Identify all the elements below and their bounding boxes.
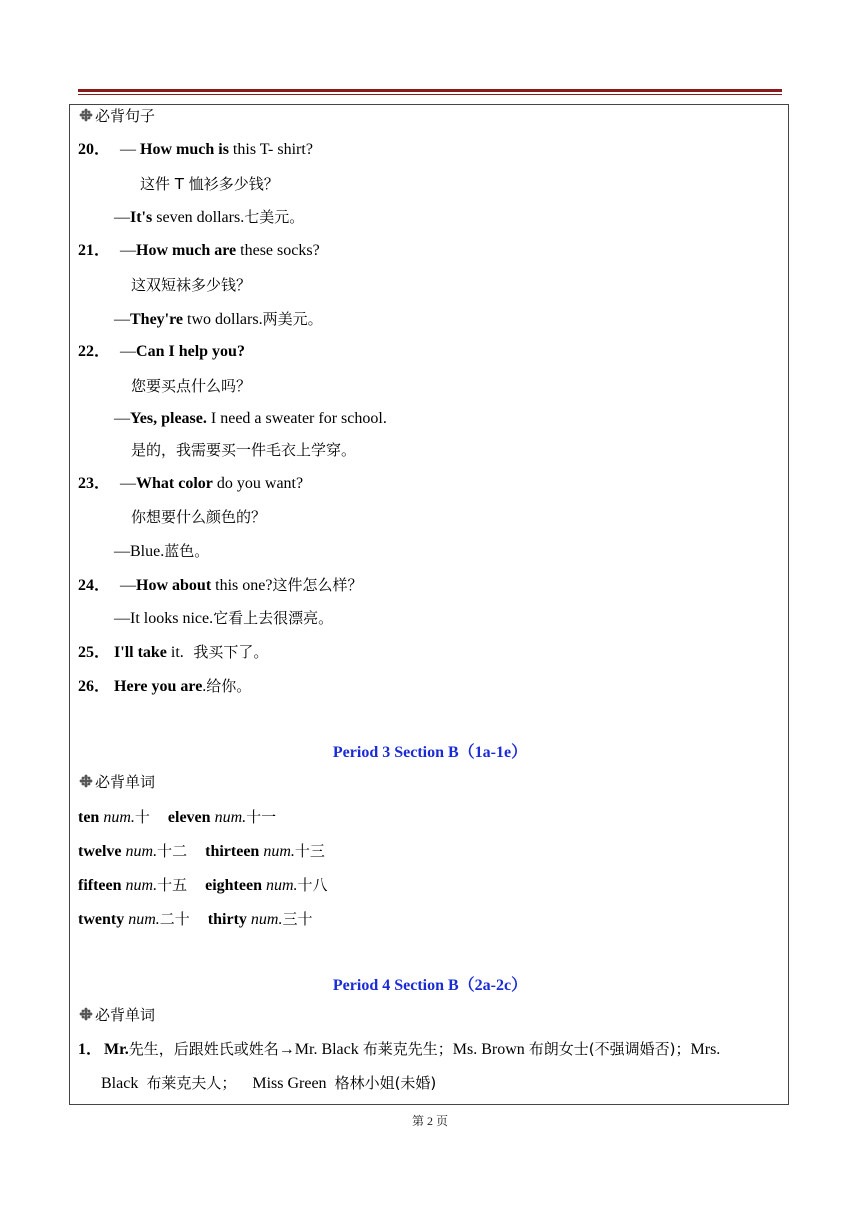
item-number: 1．	[78, 1041, 103, 1058]
sentences-heading	[78, 106, 155, 127]
header-rule-thin	[78, 94, 782, 95]
vocab-row	[78, 807, 276, 828]
item-text: Mrs.	[690, 1041, 721, 1058]
dash: —	[114, 311, 130, 328]
answer-text: —Blue.	[114, 543, 165, 560]
dash: —	[120, 577, 137, 594]
vocab-pos: num.	[250, 911, 283, 928]
answer-text: —It looks nice.	[114, 610, 214, 627]
sentence-text: do you want?	[212, 475, 304, 492]
vocab-word: thirty	[207, 911, 247, 928]
vocab-word: fifteen	[78, 877, 122, 894]
item-1-continued	[101, 1073, 436, 1094]
sentence-number: 21．	[78, 242, 111, 259]
heading-text: 必背句子	[95, 107, 156, 125]
dash: —	[114, 209, 130, 226]
item-text: 布莱克先生；	[362, 1040, 453, 1058]
sentence-translation: 我买下了。	[183, 643, 269, 661]
sentence-23-translation: 你想要什么颜色的？	[131, 508, 267, 526]
sentence-20-translation: 这件 T 恤衫多少钱？	[140, 175, 279, 193]
dash: —	[120, 141, 141, 158]
words-heading-1	[78, 772, 155, 793]
key-phrase: Yes, please.	[130, 410, 207, 427]
key-phrase: They're	[130, 311, 184, 328]
answer-translation: 两美元。	[262, 310, 323, 328]
vocab-meaning: 十八	[297, 876, 328, 894]
item-text: Miss Green	[236, 1075, 335, 1092]
vocab-pos: num.	[263, 843, 295, 860]
answer-text: seven dollars.	[152, 209, 245, 226]
vocab-row	[78, 909, 312, 930]
sentence-21-answer	[114, 309, 323, 330]
answer-translation: 蓝色。	[164, 542, 210, 560]
sentence-24-answer	[114, 608, 333, 629]
answer-text: I need a sweater for school.	[206, 410, 387, 427]
sentence-22-answer-translation: 是的，我需要买一件毛衣上学穿。	[131, 441, 357, 459]
key-phrase: How much are	[136, 242, 237, 259]
flower-bullet-icon	[78, 108, 94, 122]
sentence-number: 20．	[78, 141, 111, 158]
footer-prefix: 第	[411, 1114, 424, 1128]
sentence-23-answer	[114, 541, 209, 562]
vocab-pos: num.	[128, 911, 160, 928]
key-word: Mr.	[104, 1041, 129, 1058]
item-text: Black	[101, 1075, 147, 1092]
vocab-word: twelve	[78, 843, 122, 860]
period-4-title: Period 4 Section B（2a-2c）	[332, 977, 528, 994]
sentence-20-answer	[114, 207, 304, 228]
item-1	[78, 1039, 720, 1060]
flower-bullet-icon	[78, 774, 94, 788]
sentence-translation: 给你。	[206, 677, 252, 695]
sentence-number: 23．	[78, 475, 111, 492]
item-text: 布朗女士(不强调婚否)；	[528, 1040, 691, 1058]
vocab-pos: num.	[125, 843, 158, 860]
sentence-text: these socks?	[236, 242, 320, 259]
sentence-text: this T- shirt?	[228, 141, 313, 158]
key-phrase: How about	[136, 577, 212, 594]
page-footer	[0, 1112, 860, 1129]
header-rule-thick	[78, 89, 782, 92]
period-3-title: Period 3 Section B（1a-1e）	[332, 744, 528, 761]
item-text: 先生，后跟姓氏或姓名	[128, 1040, 279, 1058]
sentence-25	[78, 642, 268, 663]
vocab-meaning: 十一	[246, 808, 277, 826]
sentence-number: 25．	[78, 644, 111, 661]
dash: —	[120, 343, 137, 360]
vocab-pos: num.	[125, 877, 158, 894]
sentence-22-answer	[114, 409, 387, 429]
vocab-row	[78, 875, 328, 896]
dash: —	[120, 242, 137, 259]
sentence-21-translation: 这双短袜多少钱？	[131, 276, 252, 294]
item-text: 布莱克夫人；	[146, 1074, 237, 1092]
sentence-22-translation: 您要买点什么吗？	[131, 377, 252, 395]
flower-bullet-icon	[78, 1007, 94, 1021]
sentence-21	[78, 241, 320, 261]
heading-text: 必背单词	[95, 773, 156, 791]
footer-suffix: 页	[436, 1114, 449, 1128]
sentence-text: it.	[166, 644, 184, 661]
key-phrase: Can I help you?	[136, 343, 245, 360]
sentence-23	[78, 474, 303, 494]
vocab-row	[78, 841, 325, 862]
answer-translation: 七美元。	[244, 208, 305, 226]
vocab-meaning: 三十	[282, 910, 313, 928]
words-heading-2	[78, 1005, 155, 1026]
sentence-number: 26．	[78, 678, 111, 695]
vocab-word: twenty	[78, 911, 125, 928]
item-text: 格林小姐(未婚)	[334, 1074, 437, 1092]
vocab-word: eleven	[167, 809, 211, 826]
vocab-meaning: 十二	[157, 842, 188, 860]
vocab-pos: num.	[214, 809, 247, 826]
key-phrase: Here you are	[114, 678, 203, 695]
key-phrase: How much is	[140, 141, 229, 158]
sentence-number: 22．	[78, 343, 111, 360]
sentence-text: .	[202, 678, 207, 695]
vocab-word: thirteen	[205, 843, 260, 860]
vocab-meaning: 十三	[294, 842, 325, 860]
vocab-word: ten	[78, 809, 100, 826]
sentence-24	[78, 575, 362, 596]
key-phrase: What color	[136, 475, 213, 492]
sentence-number: 24．	[78, 577, 111, 594]
answer-translation: 它看上去很漂亮。	[213, 609, 334, 627]
page-number: 2	[427, 1114, 433, 1128]
dash: —	[120, 475, 137, 492]
sentence-22	[78, 342, 245, 362]
heading-text: 必背单词	[95, 1006, 156, 1024]
sentence-26	[78, 676, 251, 697]
vocab-word: eighteen	[205, 877, 262, 894]
vocab-pos: num.	[103, 809, 135, 826]
key-phrase: It's	[130, 209, 153, 226]
vocab-meaning: 二十	[159, 910, 190, 928]
item-text: Ms. Brown	[452, 1041, 529, 1058]
dash: —	[114, 410, 130, 427]
vocab-meaning: 十五	[157, 876, 188, 894]
key-phrase: I'll take	[114, 644, 167, 661]
item-text: →Mr. Black	[278, 1041, 363, 1058]
sentence-text: this one?	[211, 577, 273, 594]
vocab-meaning: 十	[134, 808, 150, 826]
sentence-20	[78, 140, 313, 160]
sentence-translation: 这件怎么样？	[272, 576, 363, 594]
vocab-pos: num.	[265, 877, 298, 894]
answer-text: two dollars.	[183, 311, 263, 328]
